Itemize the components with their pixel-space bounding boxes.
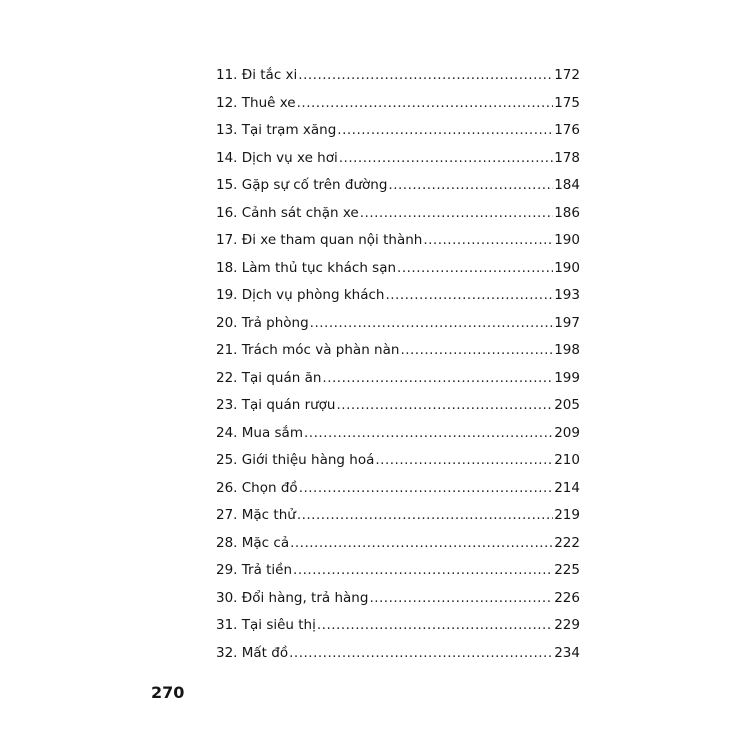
toc-entry-page: 175 [554, 94, 580, 111]
toc-entry-title: 27. Mặc thử [216, 507, 296, 523]
dot-leader [299, 475, 554, 503]
toc-entry-title: 16. Cảnh sát chặn xe [216, 204, 359, 221]
dot-leader [423, 227, 553, 255]
toc-entry [216, 447, 580, 475]
dot-leader [337, 117, 553, 145]
toc-entry-page: 198 [554, 342, 580, 358]
toc-entry-page: 209 [554, 424, 580, 441]
toc-entry-title: 30. Đổi hàng, trả hàng [216, 589, 369, 606]
dot-leader [400, 337, 553, 365]
toc-entry [216, 172, 580, 200]
toc-entry-title: 32. Mất đồ [216, 644, 289, 661]
toc-entry-title: 15. Gặp sự cố trên đường [216, 177, 388, 193]
toc-entry [216, 337, 580, 365]
dot-leader [385, 282, 553, 310]
toc-entry-page: 234 [554, 644, 580, 661]
toc-entry [216, 62, 580, 90]
toc-entry-title: 24. Mua sắm [216, 424, 303, 441]
toc-entry [216, 420, 580, 448]
toc-entry [216, 117, 580, 145]
dot-leader [297, 90, 554, 118]
dot-leader [322, 365, 553, 393]
toc-entry-page: 176 [554, 122, 580, 138]
toc-entry-title: 18. Làm thủ tục khách sạn [216, 259, 397, 276]
dot-leader [375, 447, 553, 475]
toc-entry-page: 205 [554, 397, 580, 413]
toc-entry-title: 22. Tại quán ăn [216, 369, 322, 386]
toc-entry-title: 21. Trách móc và phàn nàn [216, 342, 400, 358]
dot-leader [289, 640, 553, 668]
toc-entry-page: 222 [554, 534, 580, 551]
page-number: 270 [151, 683, 185, 702]
toc-entry-page: 197 [554, 314, 580, 331]
dot-leader [339, 145, 553, 173]
toc-entry-page: 184 [554, 177, 580, 193]
toc-entry-page: 190 [554, 259, 580, 276]
toc-entry-page: 219 [554, 507, 580, 523]
toc-entry-title: 26. Chọn đồ [216, 479, 298, 496]
toc-entry-page: 225 [554, 562, 580, 578]
dot-leader [397, 255, 553, 283]
toc-entry-title: 14. Dịch vụ xe hơi [216, 149, 338, 166]
toc-entry-page: 190 [554, 232, 580, 248]
toc-entry [216, 640, 580, 668]
toc-entry-title: 11. Đi tắc xi [216, 67, 298, 83]
toc-entry-page: 178 [554, 149, 580, 166]
dot-leader [388, 172, 553, 200]
toc-entry [216, 502, 580, 530]
dot-leader [290, 530, 553, 558]
dot-leader [293, 557, 553, 585]
toc-entry-title: 23. Tại quán rượu [216, 397, 336, 413]
dot-leader [369, 585, 553, 613]
toc-entry-page: 226 [554, 589, 580, 606]
toc-entry-title: 31. Tại siêu thị [216, 617, 316, 633]
toc-entry [216, 585, 580, 613]
toc-entry-title: 17. Đi xe tham quan nội thành [216, 232, 423, 248]
toc-entry [216, 200, 580, 228]
toc-entry [216, 365, 580, 393]
toc-entry-page: 193 [554, 287, 580, 303]
toc-entry-page: 172 [554, 67, 580, 83]
dot-leader [298, 62, 553, 90]
dot-leader [297, 502, 553, 530]
toc-entry-page: 229 [554, 617, 580, 633]
dot-leader [337, 392, 554, 420]
toc-entry [216, 612, 580, 640]
toc-entry-title: 28. Mặc cả [216, 534, 290, 551]
toc-entry [216, 255, 580, 283]
toc-entry-title: 12. Thuê xe [216, 94, 296, 111]
toc-entry [216, 530, 580, 558]
toc-entry-page: 214 [554, 479, 580, 496]
dot-leader [317, 612, 553, 640]
toc-entry [216, 90, 580, 118]
toc-entry-title: 13. Tại trạm xăng [216, 122, 337, 138]
toc-entry [216, 475, 580, 503]
toc-entry [216, 310, 580, 338]
toc-entry-page: 186 [554, 204, 580, 221]
toc-entry [216, 392, 580, 420]
toc-entry-page: 210 [554, 452, 580, 468]
dot-leader [304, 420, 553, 448]
dot-leader [360, 200, 553, 228]
toc-entry-title: 29. Trả tiền [216, 562, 293, 578]
toc-entry-page: 199 [554, 369, 580, 386]
toc-entry-title: 20. Trả phòng [216, 314, 309, 331]
toc-entry-title: 25. Giới thiệu hàng hoá [216, 452, 375, 468]
toc-entry-title: 19. Dịch vụ phòng khách [216, 287, 385, 303]
dot-leader [310, 310, 554, 338]
toc-entry [216, 227, 580, 255]
toc-entry [216, 557, 580, 585]
table-of-contents [216, 62, 580, 667]
toc-entry [216, 282, 580, 310]
toc-entry [216, 145, 580, 173]
